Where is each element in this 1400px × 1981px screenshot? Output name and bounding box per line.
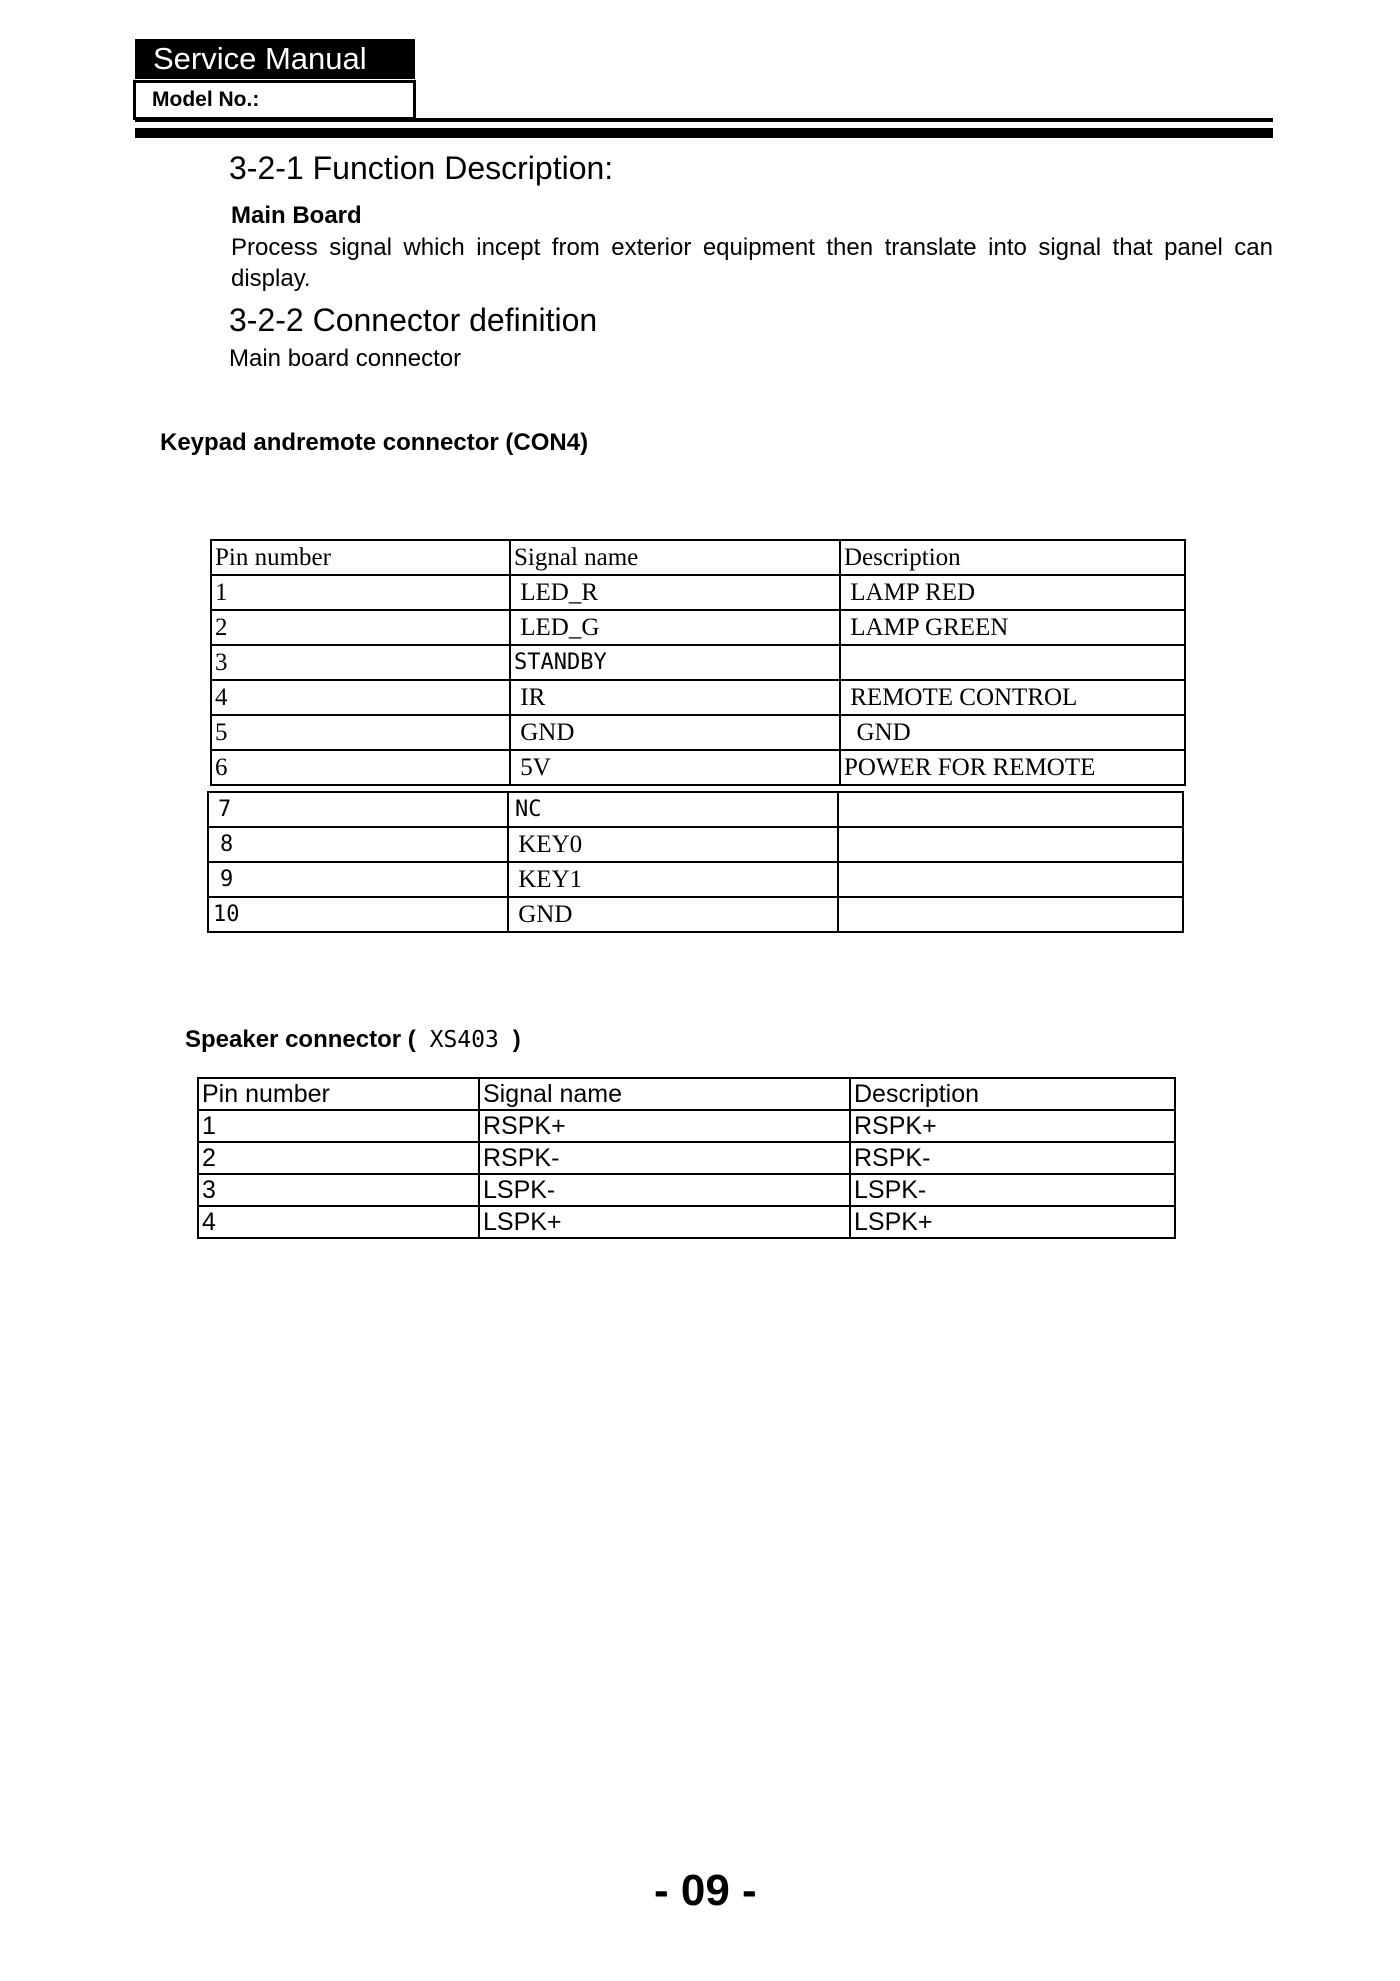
page-number: - 09 - [654,1866,757,1915]
pin-cell: 1 [211,575,510,610]
table-header-cell: Description [840,540,1185,575]
description-cell [838,897,1183,932]
description-cell [838,862,1183,897]
description-cell: POWER FOR REMOTE [840,750,1185,785]
signal-cell: LSPK+ [479,1206,850,1238]
table-row [198,1174,1175,1206]
pin-cell: 6 [211,750,510,785]
pin-cell: 2 [211,610,510,645]
model-number-label: Model No.: [133,80,416,120]
pin-cell: 3 [211,645,510,680]
table-row [211,645,1185,680]
pin-cell: 8 [208,827,508,862]
pin-cell: 2 [198,1142,479,1174]
pin-cell: 9 [208,862,508,897]
pin-cell: 10 [208,897,508,932]
table-row [208,862,1183,897]
speaker-title-code: XS403 [415,1027,513,1053]
description-cell [838,792,1183,827]
table-header-cell: Pin number [211,540,510,575]
keypad-connector-title: Keypad andremote connector (CON4) [160,429,589,456]
table-row [198,1110,1175,1142]
signal-cell: STANDBY [510,645,840,680]
table-row [211,715,1185,750]
table-row [198,1142,1175,1174]
signal-cell: KEY0 [508,827,838,862]
table-row [211,750,1185,785]
pin-cell: 7 [208,792,508,827]
speaker-title-prefix: Speaker connector ( [185,1026,416,1053]
connector-heading: 3-2-2 Connector definition [229,302,598,338]
header-rule-thick [135,128,1273,138]
connector-subheading: Main board connector [229,345,462,372]
speaker-title-suffix: ) [512,1026,521,1053]
main-board-description: Process signal which incept from exterior equipment then translate into signal that panel can display. [231,234,1273,292]
table-row [198,1206,1175,1238]
signal-cell: 5V [510,750,840,785]
description-cell: GND [840,715,1185,750]
table-header-cell: Signal name [510,540,840,575]
table-row [211,680,1185,715]
table-row [208,827,1183,862]
keypad-connector-table-continued [207,791,1184,933]
pin-cell: 4 [211,680,510,715]
signal-cell: LSPK- [479,1174,850,1206]
pin-cell: 5 [211,715,510,750]
description-cell: LAMP GREEN [840,610,1185,645]
signal-cell: RSPK+ [479,1110,850,1142]
table-header-row [198,1078,1175,1110]
header-title: Service Manual [135,39,415,79]
table-row [208,897,1183,932]
signal-cell: GND [510,715,840,750]
table-header-row [211,540,1185,575]
description-cell [838,827,1183,862]
main-board-heading: Main Board [231,202,362,229]
signal-cell: GND [508,897,838,932]
pin-cell: 4 [198,1206,479,1238]
description-cell: RSPK- [850,1142,1175,1174]
table-header-cell: Signal name [479,1078,850,1110]
table-header-cell: Description [850,1078,1175,1110]
signal-cell: LED_R [510,575,840,610]
pin-cell: 1 [198,1110,479,1142]
description-cell: REMOTE CONTROL [840,680,1185,715]
pin-cell: 3 [198,1174,479,1206]
table-row [211,575,1185,610]
description-cell: LSPK- [850,1174,1175,1206]
signal-cell: NC [508,792,838,827]
description-cell: LAMP RED [840,575,1185,610]
header-rule-thin [135,118,1273,122]
table-header-cell: Pin number [198,1078,479,1110]
keypad-connector-table [210,539,1186,786]
table-row [211,610,1185,645]
description-cell [840,645,1185,680]
table-row [208,792,1183,827]
signal-cell: LED_G [510,610,840,645]
description-cell: RSPK+ [850,1110,1175,1142]
signal-cell: IR [510,680,840,715]
description-cell: LSPK+ [850,1206,1175,1238]
speaker-connector-title [185,1026,521,1054]
signal-cell: KEY1 [508,862,838,897]
signal-cell: RSPK- [479,1142,850,1174]
function-heading: 3-2-1 Function Description: [229,150,614,186]
speaker-connector-table [197,1077,1176,1239]
